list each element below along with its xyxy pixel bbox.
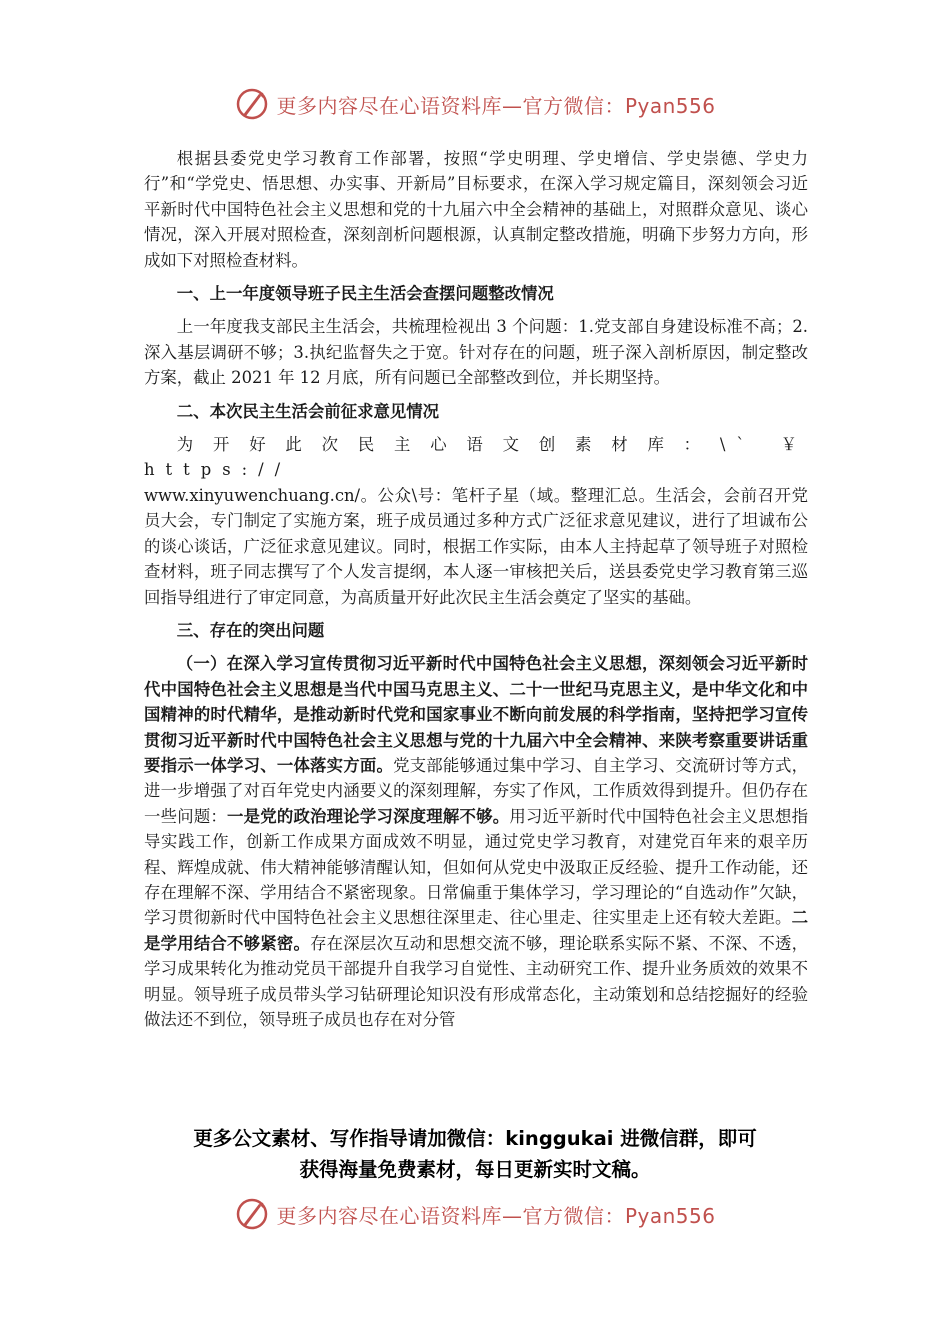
text-run-1: 党支部能够通过集中学习、自主学习、交流研讨等方式，进一步增强了对百年党史内涵要义的深刻理解，夯实了作风，工作质效得到提升。但仍存在一些问题： xyxy=(144,755,809,826)
section-heading-3: 三、存在的突出问题 xyxy=(176,620,325,640)
bold-phrase-2: 一是党的政治理论学习深度理解不够。 xyxy=(227,806,510,826)
promo-line-2: 获得海量免费素材，每日更新实时文稿。 xyxy=(299,1158,651,1181)
quill-logo-icon xyxy=(234,86,270,122)
footer-banner xyxy=(0,1192,950,1236)
quill-logo-icon xyxy=(234,1196,270,1232)
section-2-first-line: 为开好此次民主心语文创素材库：\` ￥ https:// xyxy=(144,435,808,480)
promo-line-1: 更多公文素材、写作指导请加微信：kinggukai 进微信群，即可 xyxy=(193,1127,757,1150)
header-banner xyxy=(0,82,950,126)
banner-text: 更多内容尽在心语资料库—官方微信：Pyan556 xyxy=(276,93,716,118)
intro-paragraph: 根据县委党史学习教育工作部署，按照“学史明理、学史增信、学史崇德、学史力行”和“学党史、悟思想、办实事、开新局”目标要求，在深入学习规定篇目，深刻领会习近平新时代中国特色社会主义思想和党的十九届六中全会精神的基础上，对照群众意见、谈心情况，深入开展对照检查，深刻剖析问题根源，认真制定整改措施，明确下步努力方向，形成如下对照检查材料。 xyxy=(144,149,808,270)
section-2-paragraph: www.xinyuwenchuang.cn/。公众\号：笔杆子星（域。整理汇总。生活会，会前召开党员大会，专门制定了实施方案，班子成员通过多种方式广泛征求意见建议，进行了坦诚布公的谈心谈话，广泛征求意见建议。同时，根据工作实际，由本人主持起草了领导班子对照检查材料，班子同志撰写了个人发言提纲，本人逐一审核把关后，送县委党史学习教育第三巡回指导组进行了审定同意，为高质量开好此次民主生活会奠定了坚实的基础。 xyxy=(144,485,808,607)
document-body xyxy=(144,146,808,1032)
text-run-2: 用习近平新时代中国特色社会主义思想指导实践工作，创新工作成果方面成效不明显，通过党史学习教育，对建党百年来的艰辛历程、辉煌成就、伟大精神能够清醒认知，但如何从党史中汲取正反经验、提升工作动能，还存在理解不深、学用结合不紧密现象。日常偏重于集体学习，学习理论的“自选动作”欠缺，学习贯彻新时代中国特色社会主义思想往深里走、往心里走、往实里走上还有较大差距。 xyxy=(144,806,809,928)
promo-notice xyxy=(100,1123,850,1185)
section-1-paragraph: 上一年度我支部民主生活会，共梳理检视出 3 个问题：1.党支部自身建设标准不高；2.深入基层调研不够；3.执纪监督失之于宽。针对存在的问题，班子深入剖析原因，制定整改方案，截止 2021 年 12 月底，所有问题已全部整改到位，并长期坚持。 xyxy=(144,317,808,388)
banner-text: 更多内容尽在心语资料库—官方微信：Pyan556 xyxy=(276,1203,716,1228)
section-3-paragraph xyxy=(144,651,808,1032)
section-heading-1: 一、上一年度领导班子民主生活会查摆问题整改情况 xyxy=(176,284,554,304)
text-run-3: 存在深层次互动和思想交流不够，理论联系实际不紧、不深、不透，学习成果转化为推动党员干部提升自我学习自觉性、主动研究工作、提升业务质效的效果不明显。领导班子成员带头学习钻研理论知识没有形成常态化，主动策划和总结挖掘好的经验做法还不到位，领导班子成员也存在对分管 xyxy=(144,933,809,1029)
bold-phrase-3: 二是学用结合不够紧密。 xyxy=(144,908,808,953)
section-heading-2: 二、本次民主生活会前征求意见情况 xyxy=(176,401,440,421)
bold-phrase-1: （一）在深入学习宣传贯彻习近平新时代中国特色社会主义思想，深刻领会习近平新时代中国特色社会主义思想是当代中国马克思主义、二十一世纪马克思主义，是中华文化和中国精神的时代精华，是推动新时代党和国家事业不断向前发展的科学指南，坚持把学习宣传贯彻习近平新时代中国特色社会主义思想与党的十九届六中全会精神、来陕考察重要讲话重要指示一体学习、一体落实方面。 xyxy=(144,654,808,775)
